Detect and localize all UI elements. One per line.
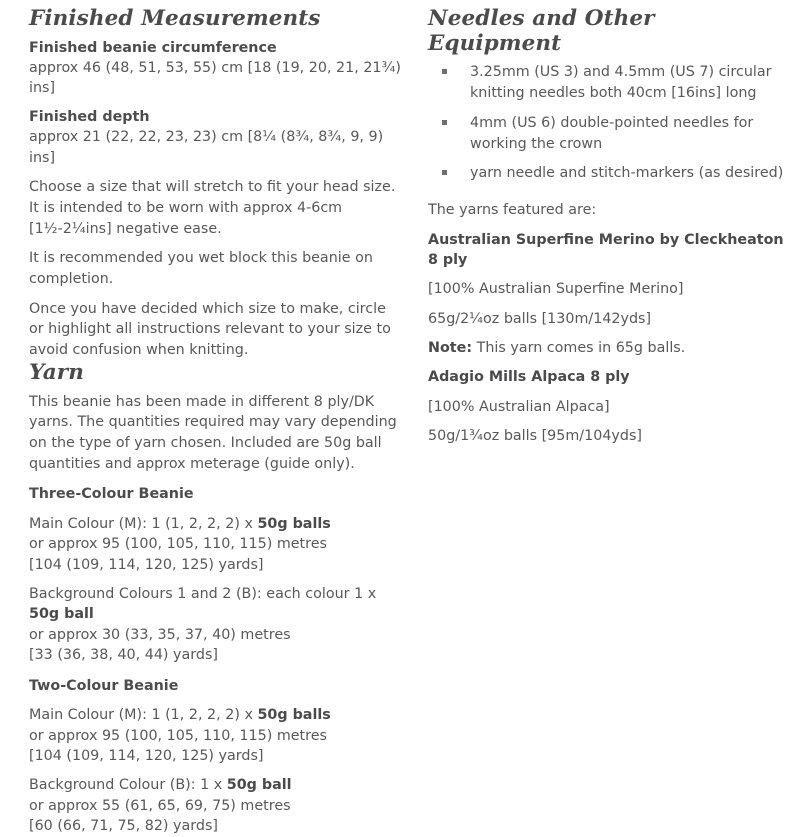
two-colour-background-metres: or approx 55 (61, 65, 69, 75) metres — [29, 797, 291, 814]
equipment-list — [428, 62, 786, 184]
three-colour-main-colour-balls: 50g balls — [257, 515, 331, 532]
two-colour-beanie-heading: Two-Colour Beanie — [29, 677, 179, 694]
yarn-1-composition: [100% Australian Superfine Merino] — [428, 281, 684, 298]
two-colour-main-colour-text: Main Colour (M): 1 (1, 2, 2, 2) x — [29, 707, 258, 724]
three-colour-main-colour-text: Main Colour (M): 1 (1, 2, 2, 2) x — [29, 515, 258, 532]
three-colour-background-metres: or approx 30 (33, 35, 37, 40) metres — [29, 626, 291, 643]
three-colour-background-balls: 50g ball — [29, 606, 94, 623]
three-colour-main-metres: or approx 95 (100, 105, 110, 115) metres — [29, 536, 327, 553]
yarn-1-ball-info: 65g/2¼oz balls [130m/142yds] — [428, 310, 652, 327]
yarn-intro-paragraph: This beanie has been made in different 8 ply/DK yarns. The quantities required may vary depending on the type of yarn chosen. Included are 50g ball quantities and approx meterage (guide only). — [29, 393, 397, 472]
yarns-featured-intro: The yarns featured are: — [428, 202, 597, 219]
finished-measurements-heading: Finished Measurements — [29, 6, 321, 31]
list-item — [428, 62, 786, 103]
depth-label: Finished depth — [29, 108, 150, 125]
three-colour-background-text: Background Colours 1 and 2 (B): each colour 1 x — [29, 586, 377, 603]
two-colour-main-colour-line — [29, 705, 404, 725]
square-bullet-icon — [442, 170, 447, 175]
left-column — [0, 6, 420, 835]
depth-value: approx 21 (22, 22, 23, 23) cm [8¼ (8¾, 8¾, 9, 9) ins] — [29, 129, 384, 166]
square-bullet-icon — [442, 69, 447, 74]
circumference-label: Finished beanie circumference — [29, 39, 277, 56]
equipment-item-text: 4mm (US 6) double-pointed needles for working the crown — [470, 114, 754, 152]
two-colour-main-metres: or approx 95 (100, 105, 110, 115) metres — [29, 727, 327, 744]
three-colour-beanie-heading: Three-Colour Beanie — [29, 486, 194, 503]
square-bullet-icon — [442, 120, 447, 125]
two-colour-background-text: Background Colour (B): 1 x — [29, 777, 227, 794]
two-colour-background-balls: 50g ball — [226, 777, 292, 794]
yarn-2-name: Adagio Mills Alpaca 8 ply — [428, 369, 630, 386]
list-item — [428, 113, 786, 154]
three-colour-background-block — [29, 584, 404, 666]
list-item — [428, 163, 786, 184]
two-colour-background-yards: [60 (66, 71, 75, 82) yards] — [29, 818, 219, 835]
three-colour-background-line — [29, 584, 404, 625]
yarn-1-note — [428, 338, 786, 358]
two-colour-main-colour-block — [29, 705, 404, 766]
yarn-2-composition: [100% Australian Alpaca] — [428, 398, 610, 415]
equipment-item-text: yarn needle and stitch-markers (as desired) — [470, 165, 784, 182]
two-colour-background-line — [29, 775, 404, 795]
yarn-1-name: Australian Superfine Merino by Cleckheaton 8 ply — [428, 231, 784, 269]
three-colour-main-yards: [104 (109, 114, 120, 125) yards] — [29, 556, 264, 573]
two-colour-main-yards: [104 (109, 114, 120, 125) yards] — [29, 747, 264, 764]
two-colour-background-block — [29, 775, 404, 836]
three-colour-background-yards: [33 (36, 38, 40, 44) yards] — [29, 647, 219, 664]
yarn-heading: Yarn — [29, 359, 84, 385]
yarn-1-note-label: Note: — [428, 339, 473, 356]
three-colour-main-colour-line — [29, 514, 404, 534]
ease-paragraph: Choose a size that will stretch to fit your head size. It is intended to be worn with approx 4-6cm [1½-2¼ins] negative ease. — [29, 179, 396, 237]
circumference-value: approx 46 (48, 51, 53, 55) cm [18 (19, 20, 21, 21¾) ins] — [29, 60, 401, 97]
yarn-2-ball-info: 50g/1¾oz balls [95m/104yds] — [428, 427, 642, 444]
three-colour-main-colour-block — [29, 514, 404, 575]
two-colour-main-colour-balls: 50g balls — [257, 707, 331, 724]
equipment-item-text: 3.25mm (US 3) and 4.5mm (US 7) circular knitting needles both 40cm [16ins] long — [470, 64, 772, 102]
yarn-1-note-text: This yarn comes in 65g balls. — [472, 339, 686, 356]
wet-block-paragraph: It is recommended you wet block this beanie on completion. — [29, 250, 373, 287]
size-circle-paragraph: Once you have decided which size to make, circle or highlight all instructions relevant to your size to avoid confusion when knitting. — [29, 300, 391, 359]
needles-equipment-heading: Needles and Other Equipment — [428, 6, 655, 56]
right-column — [420, 7, 800, 702]
